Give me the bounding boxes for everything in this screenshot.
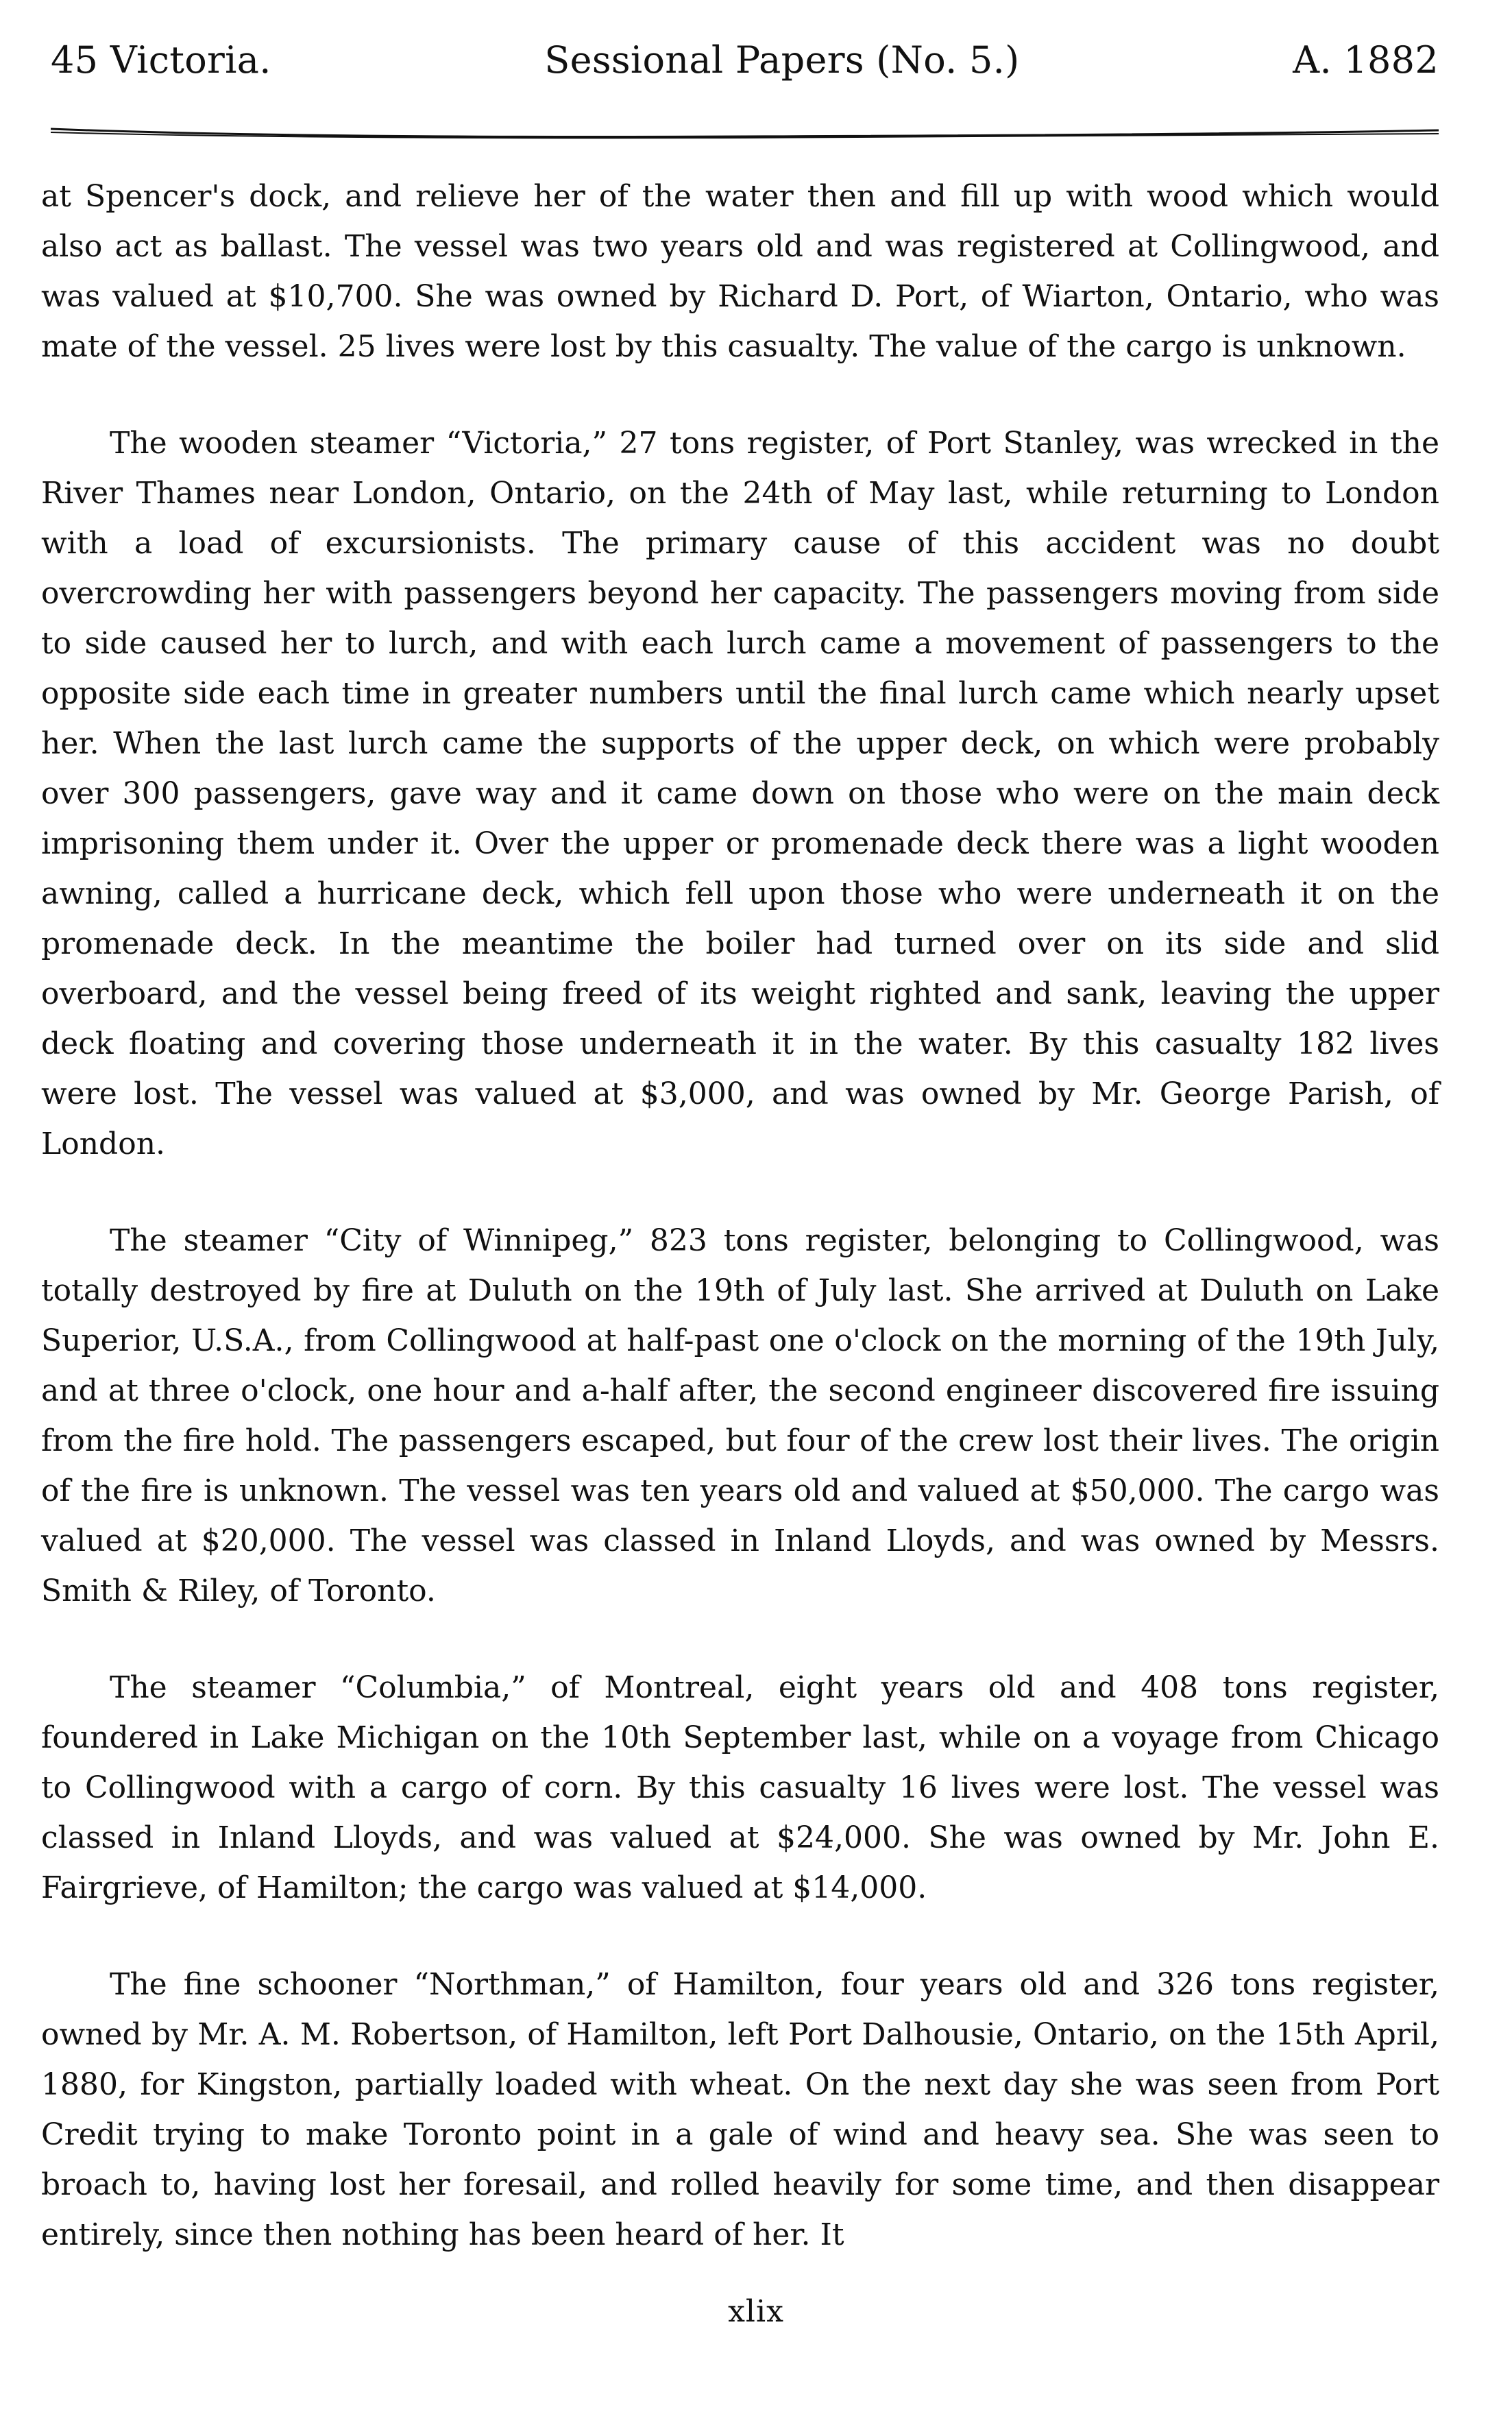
paragraph-victoria-steamer: The wooden steamer “Victoria,” 27 tons register, of Port Stanley, was wrecked in the River Thames near London, Ontario, on the 24th of May last, while returning to London with a load of excursionists. The primary cause of this accident was no doubt overcrowding her with passengers beyond her capacity. The passengers moving from side to side caused her to lurch, and with each lurch came a movement of passengers to the opposite side each time in greater numbers until the final lurch came which nearly upset her. When the last lurch came the supports of the upper deck, on which were probably over 300 passengers, gave way and it came down on those who were on the main deck imprisoning them under it. Over the upper or promenade deck there was a light wooden awning, called a hurricane deck, which fell upon those who were underneath it on the promenade deck. In the meantime the boiler had turned over on its side and slid overboard, and the vessel being freed of its weight righted and sank, leaving the upper deck floating and covering those underneath it in the water. By this casualty 182 lives were lost. The vessel was valued at $3,000, and was owned by Mr. George Parish, of London. (41, 426, 1439, 1161)
paragraph-columbia-steamer: The steamer “Columbia,” of Montreal, eight years old and 408 tons register, foundered in Lake Michigan on the 10th September last, while on a voyage from Chicago to Collingwood with a cargo of corn. By this casualty 16 lives were lost. The vessel was classed in Inland Lloyds, and was valued at $24,000. She was owned by Mr. John E. Fairgrieve, of Hamilton; the cargo was valued at $14,000. (41, 1670, 1439, 1905)
header-volume: 45 Victoria. (51, 38, 271, 82)
header-year: A. 1882 (1293, 38, 1439, 82)
paragraph-city-of-winnipeg: The steamer “City of Winnipeg,” 823 tons register, belonging to Collingwood, was totally destroyed by fire at Duluth on the 19th of July last. She arrived at Duluth on Lake Superior, U.S.A., from Collingwood at half-past one o'clock on the morning of the 19th July, and at three o'clock, one hour and a-half after, the second engineer discovered fire issuing from the fire hold. The passengers escaped, but four of the crew lost their lives. The origin of the fire is unknown. The vessel was ten years old and valued at $50,000. The cargo was valued at $20,000. The vessel was classed in Inland Lloyds, and was owned by Messrs. Smith & Riley, of Toronto. (41, 1223, 1439, 1608)
page-number: xlix (728, 2294, 784, 2329)
paragraph-northman-schooner: The fine schooner “Northman,” of Hamilton, four years old and 326 tons register, owned by Mr. A. M. Robertson, of Hamilton, left Port Dalhousie, Ontario, on the 15th April, 1880, for Kingston, partially loaded with wheat. On the next day she was seen from Port Credit trying to make Toronto point in a gale of wind and heavy sea. She was seen to broach to, having lost her foresail, and rolled heavily for some time, and then disappear entirely, since then nothing has been heard of her. It (41, 1967, 1439, 2252)
document-body (41, 171, 1439, 2306)
header-rule (51, 127, 1439, 139)
header-title: Sessional Papers (No. 5.) (544, 38, 1020, 82)
page-header (51, 38, 1439, 107)
paragraph-spencers-dock: at Spencer's dock, and relieve her of the water then and fill up with wood which would also act as ballast. The vessel was two years old and was registered at Collingwood, and was valued at $10,700. She was owned by Richard D. Port, of Wiarton, Ontario, who was mate of the vessel. 25 lives were lost by this casualty. The value of the cargo is unknown. (41, 179, 1439, 364)
